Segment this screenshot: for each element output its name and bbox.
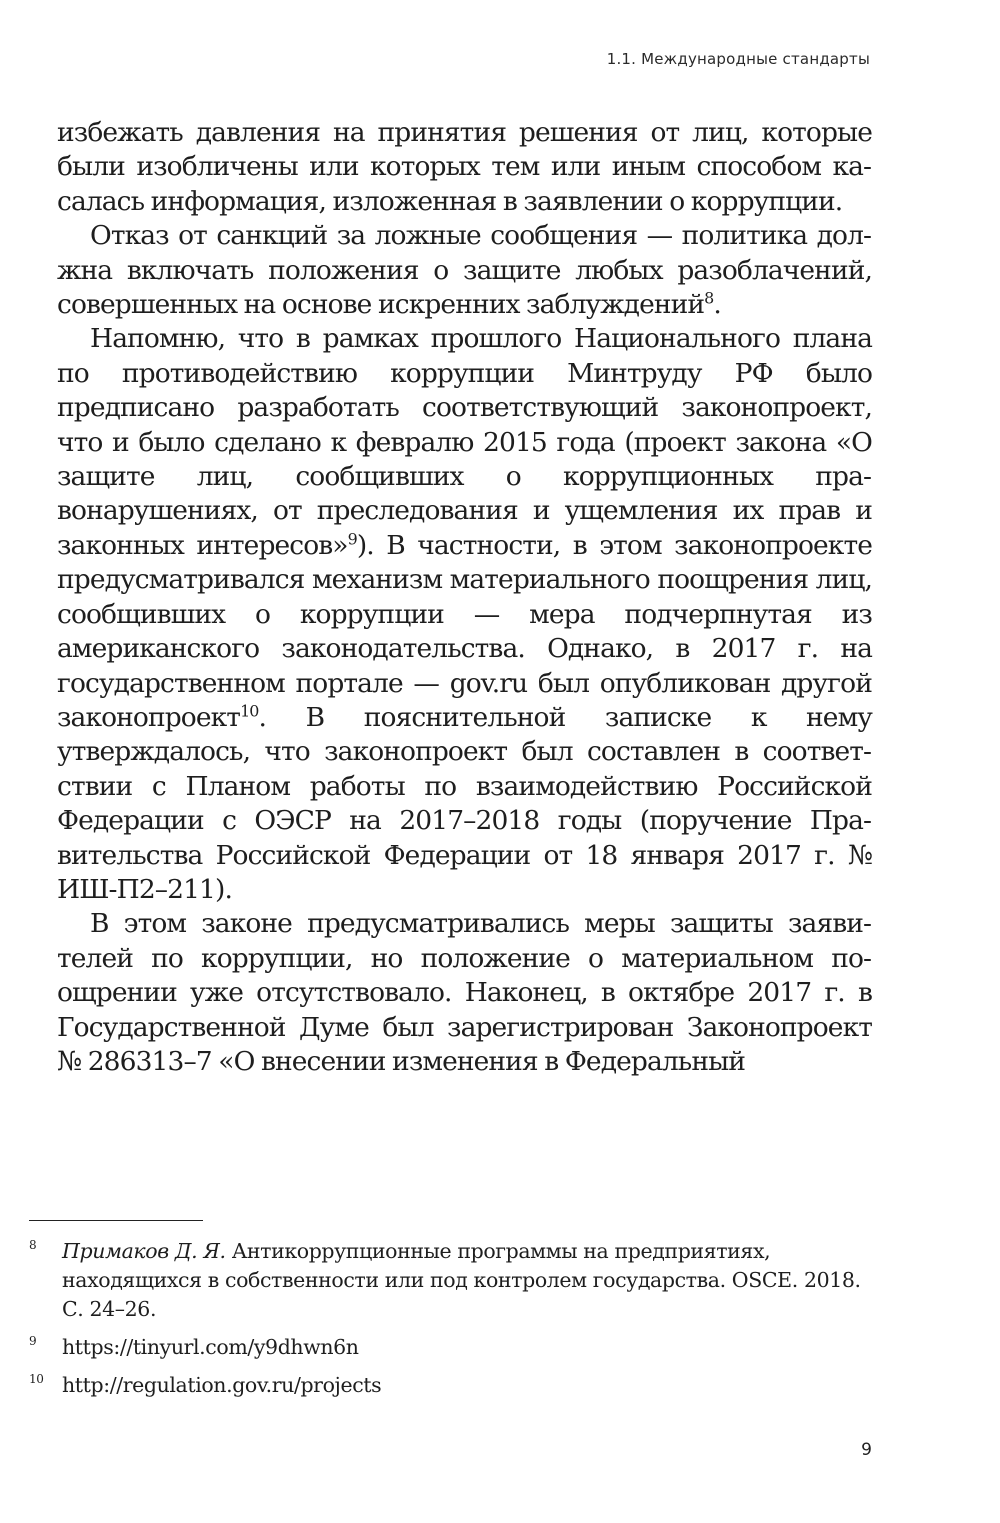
footnotes [29,1237,872,1409]
footnote-8 [29,1237,872,1324]
paragraph [57,322,872,907]
footnote-number: 10 [29,1372,44,1386]
page-number: 9 [861,1440,872,1460]
paragraph [57,116,872,219]
footnote-number: 8 [29,1238,37,1252]
footnote-author: Примаков Д. Я. [62,1239,226,1263]
paragraph-text: ). В частности, в этом законопроекте предусматривался механизм материального поощрения лиц, сообщивших о коррупции — мера подчерпнутая из американского законодательства. Однако, в 2017 г. на государственном портале — gov.ru был опубликован другой законопроект [57,529,872,733]
paragraph [57,907,872,1079]
footnote-divider [29,1220,203,1221]
paragraph-text: избежать давления на принятия решения от лиц, которые были изобличены или которых тем или иным способом касалась информация, изложенная в заявлении о коррупции. [57,117,872,217]
footnote-link[interactable]: http://regulation.gov.ru/projects [62,1373,382,1397]
footnote-ref[interactable]: 10 [240,701,259,721]
footnote-10 [29,1371,872,1400]
paragraph-text: . В пояснительной записке к нему утверждалось, что законопроект был составлен в соответствии с Планом работы по взаимодействию Российской Федерации с ОЭСР на 2017–2018 годы (поручение Правительства Российской Федерации от 18 января 2017 г. № ИШ-П2–211). [57,701,872,905]
footnote-text [62,1237,872,1324]
paragraph-text: Отказ от санкций за ложные сообщения — политика должна включать положения о защите любых разоблачений, совершенных на основе искренних заблуждений [57,220,872,321]
footnote-link[interactable]: https://tinyurl.com/y9dhwn6n [62,1335,359,1359]
main-text [57,116,872,1079]
paragraph-text: Напомню, что в рамках прошлого Национального плана по противодействию коррупции Минтруду РФ было предписано разработать соответствующий законопроект, что и было сделано к февралю 2015 года (проект закона «О защите лиц, сообщивших о коррупционных правонарушениях, от преследования и ущемления их прав и законных интересов» [57,323,872,561]
footnote-9 [29,1333,872,1362]
footnote-number: 9 [29,1334,37,1348]
paragraph [57,219,872,322]
footnote-ref[interactable]: 9 [347,529,357,549]
footnote-body: Антикоррупционные программы на предприятиях, находящихся в собственности или под контролем государства. OSCE. 2018. С. 24–26. [62,1239,861,1321]
running-header: 1.1. Международные стандарты [606,50,870,68]
paragraph-text: . [713,289,721,321]
paragraph-text: В этом законе предусматривались меры защиты заявителей по коррупции, но положение о материальном поощрении уже отсутствовало. Наконец, в октябре 2017 г. в Государственной Думе был зарегистрирован Законопроект № 286313–7 «О внесении изменения в Федеральный [57,908,872,1077]
footnote-ref[interactable]: 8 [704,288,714,308]
